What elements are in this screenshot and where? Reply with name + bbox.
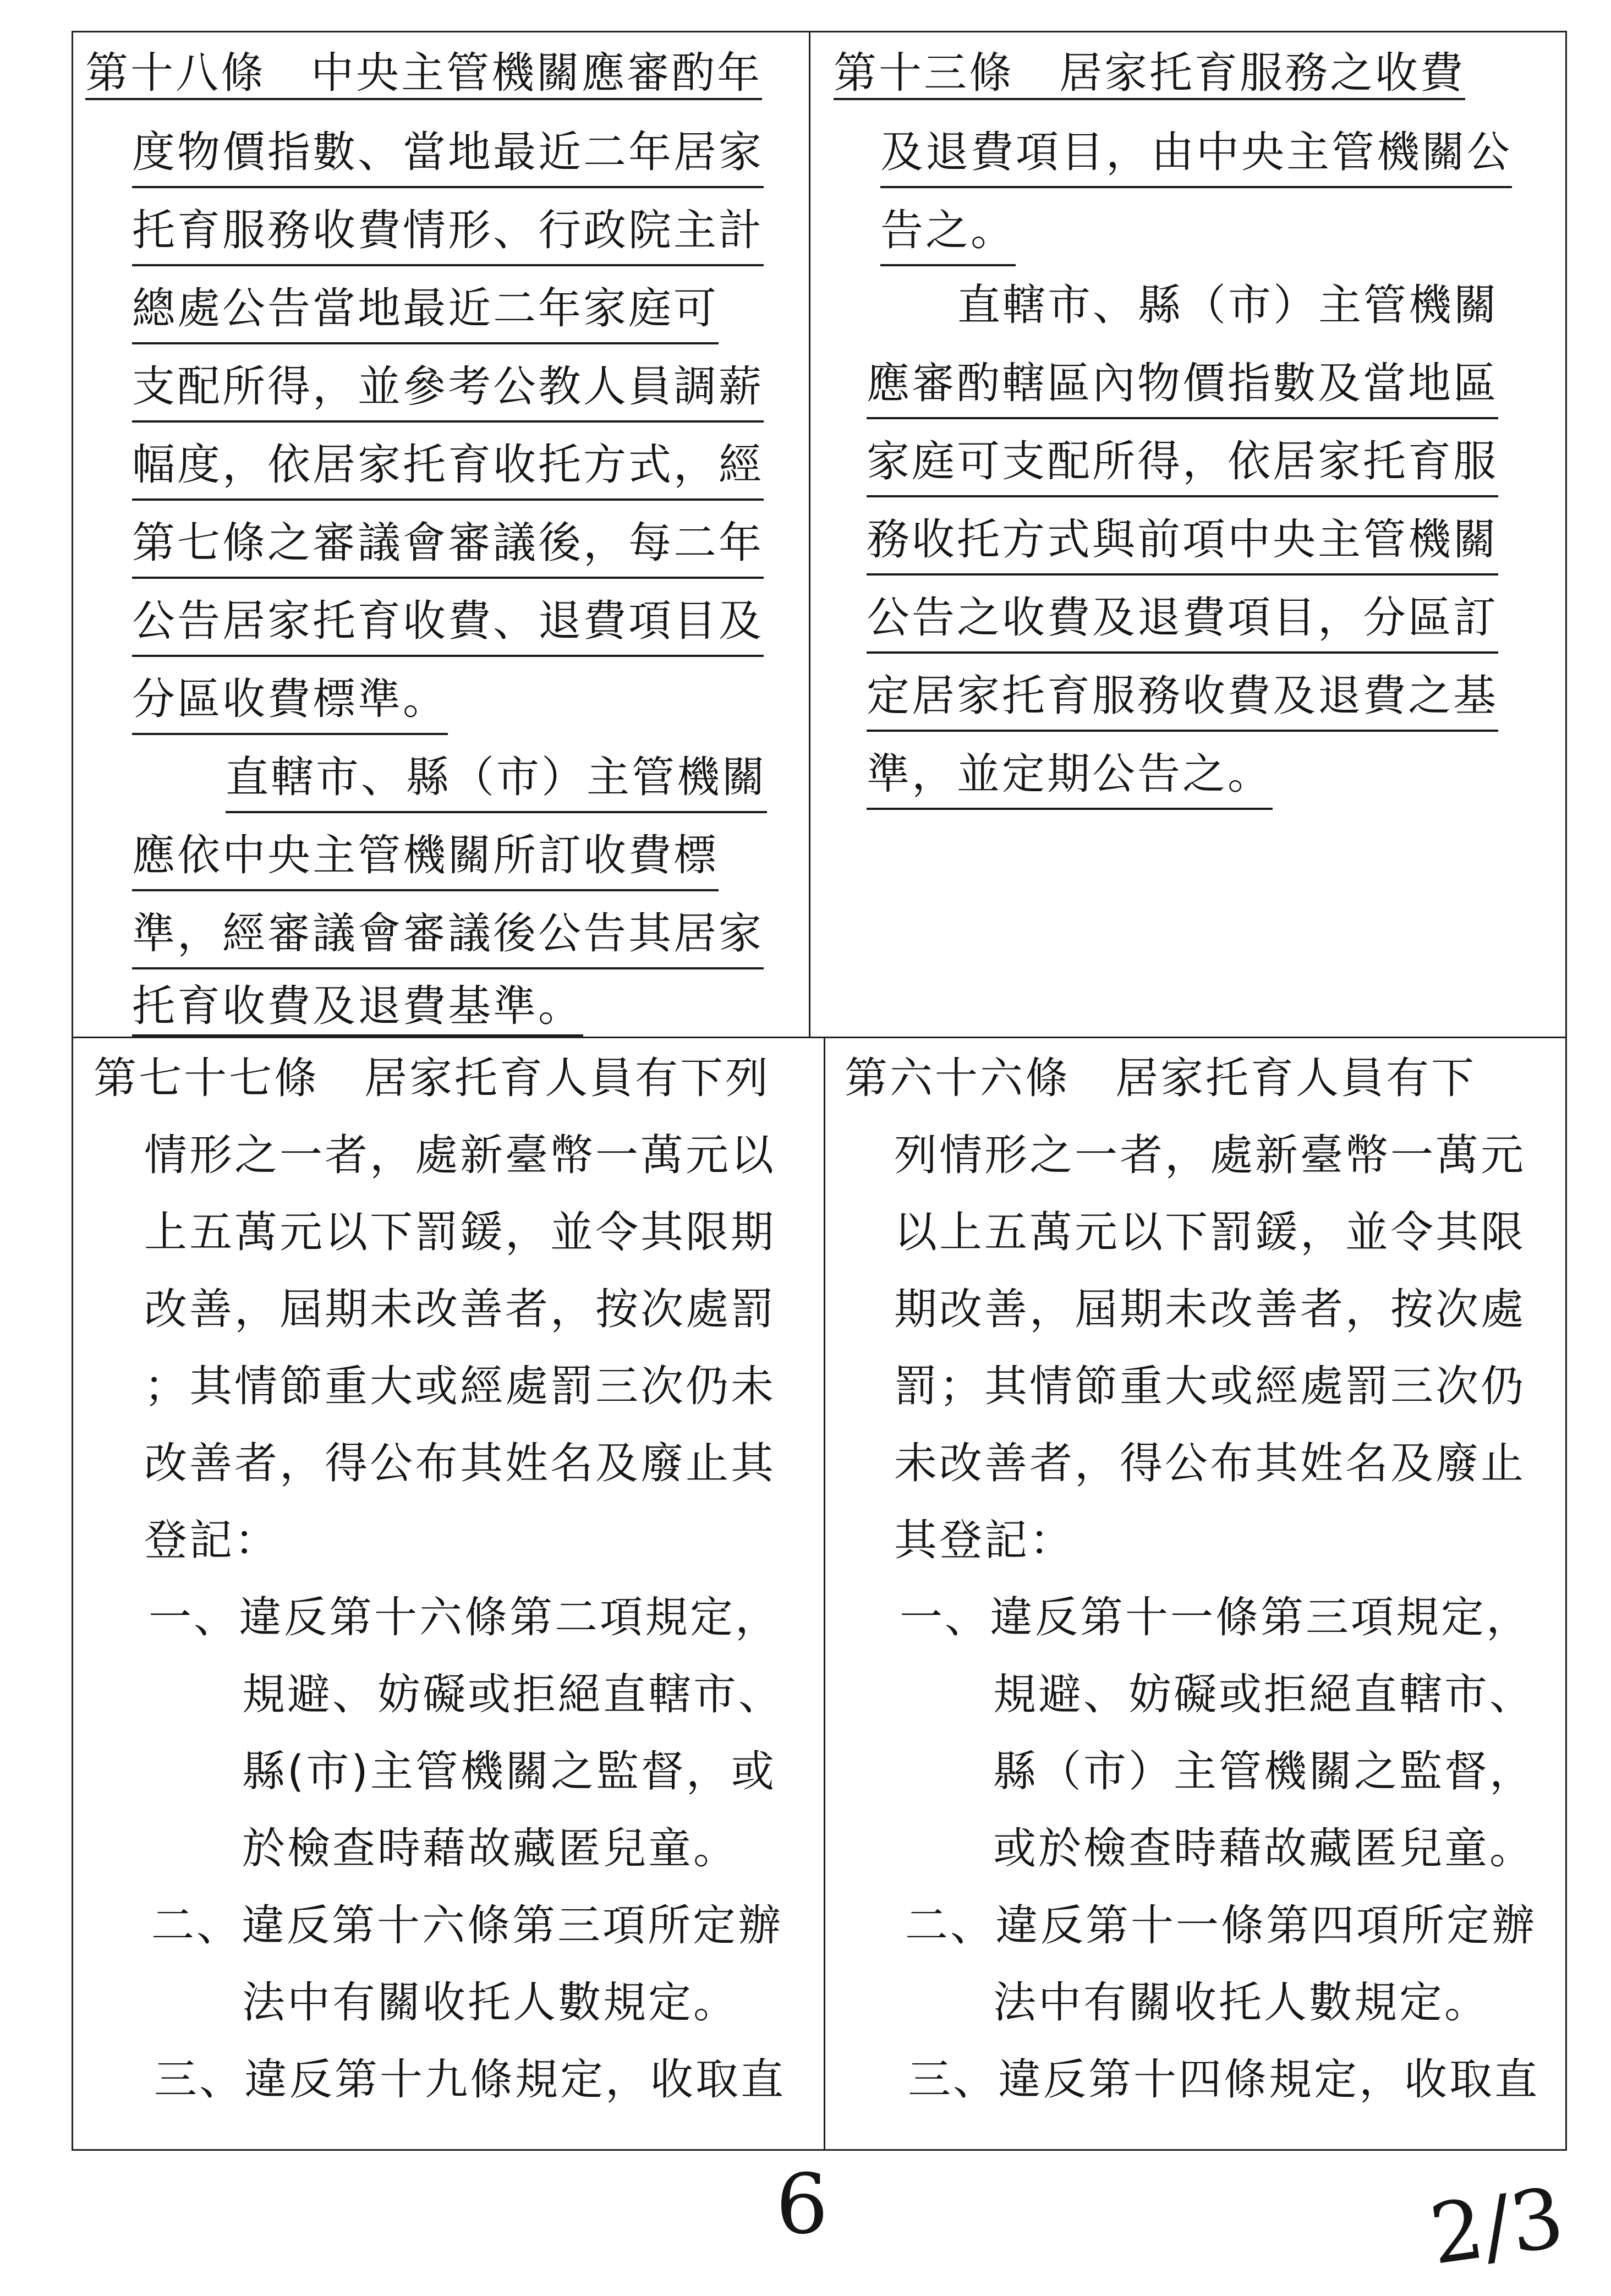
text-line: 一、違反第十六條第二項規定， xyxy=(149,1593,781,1642)
text-line: 三、違反第十九條規定，收取直 xyxy=(154,2055,786,2105)
table-top-border xyxy=(72,31,1567,32)
text-line: 公告居家托育收費、退費項目及 xyxy=(132,591,764,657)
text-line: 托育服務收費情形、行政院主計 xyxy=(132,200,764,266)
text-line: 第七條之審議會審議後，每二年 xyxy=(132,513,764,579)
table-middle-border xyxy=(72,1037,1567,1038)
handwritten-mark: 2/3 xyxy=(1424,2170,1570,2283)
text-line: ；其情節重大或經處罰三次仍未 xyxy=(144,1362,776,1411)
text-line: 總處公告當地最近二年家庭可 xyxy=(132,278,719,344)
page-number: 6 xyxy=(776,2157,829,2253)
text-line: 法中有關收托人數規定。 xyxy=(993,1978,1490,2028)
table-bottom-border xyxy=(72,2149,1567,2151)
text-line: 罰；其情節重大或經處罰三次仍 xyxy=(894,1362,1526,1411)
text-line: 期改善，屆期未改善者，按次處 xyxy=(894,1285,1526,1334)
text-line: 公告之收費及退費項目，分區訂 xyxy=(867,588,1498,654)
text-line: 托育收費及退費基準。 xyxy=(132,982,583,1037)
text-line: 以上五萬元以下罰鍰，並令其限 xyxy=(894,1208,1526,1257)
text-line: 上五萬元以下罰鍰，並令其限期 xyxy=(144,1208,776,1257)
table-right-border xyxy=(1565,31,1567,2151)
text-line: 三、違反第十四條規定，收取直 xyxy=(908,2055,1540,2105)
text-line: 第十三條 居家托育服務之收費 xyxy=(834,43,1465,103)
text-line: 直轄市、縣（市）主管機關 xyxy=(957,281,1499,330)
text-line: 第十八條 中央主管機關應審酌年 xyxy=(85,43,762,103)
text-line: 及退費項目，由中央主管機關公 xyxy=(880,122,1512,188)
text-line: 應審酌轄區內物價指數及當地區 xyxy=(867,353,1498,419)
text-line: 改善者，得公布其姓名及廢止其 xyxy=(144,1439,776,1488)
text-line: 列情形之一者，處新臺幣一萬元 xyxy=(894,1131,1526,1180)
text-line: 其登記： xyxy=(894,1516,1075,1565)
text-line: 或於檢查時藉故藏匿兒童。 xyxy=(993,1824,1535,1873)
text-line: 未改善者，得公布其姓名及廢止 xyxy=(894,1439,1526,1488)
text-line: 二、違反第十一條第四項所定辦 xyxy=(905,1901,1537,1950)
text-line: 登記： xyxy=(144,1516,280,1565)
text-line: 幅度，依居家托育收托方式，經 xyxy=(132,435,764,501)
text-line: 縣（市）主管機關之監督， xyxy=(993,1747,1535,1796)
text-line: 第六十六條 居家托育人員有下 xyxy=(845,1054,1477,1103)
text-line: 支配所得，並參考公教人員調薪 xyxy=(132,357,764,423)
text-line: 二、違反第十六條第三項所定辦 xyxy=(151,1901,783,1950)
text-line: 縣(市)主管機關之監督，或 xyxy=(242,1747,776,1796)
text-line: 度物價指數、當地最近二年居家 xyxy=(132,122,764,188)
text-line: 第七十七條 居家托育人員有下列 xyxy=(94,1054,771,1103)
text-line: 務收托方式與前項中央主管機關 xyxy=(867,509,1498,576)
text-line: 應依中央主管機關所訂收費標 xyxy=(132,825,719,891)
text-line: 家庭可支配所得，依居家托育服 xyxy=(867,431,1498,497)
column-divider-top xyxy=(809,31,810,1038)
text-line: 規避、妨礙或拒絕直轄市、 xyxy=(242,1670,784,1719)
text-line: 於檢查時藉故藏匿兒童。 xyxy=(242,1824,739,1873)
text-line: 準，並定期公告之。 xyxy=(867,744,1273,810)
text-line: 直轄市、縣（市）主管機關 xyxy=(226,747,767,813)
text-line: 情形之一者，處新臺幣一萬元以 xyxy=(144,1131,776,1180)
text-line: 一、違反第十一條第三項規定， xyxy=(900,1593,1532,1642)
text-line: 分區收費標準。 xyxy=(132,669,448,735)
text-line: 改善，屆期未改善者，按次處罰 xyxy=(144,1285,776,1334)
text-line: 定居家托育服務收費及退費之基 xyxy=(867,666,1498,732)
column-divider-bottom xyxy=(824,1037,825,2151)
text-line: 法中有關收托人數規定。 xyxy=(242,1978,739,2028)
text-line: 規避、妨礙或拒絕直轄市、 xyxy=(993,1670,1535,1719)
table-left-border xyxy=(72,31,73,2151)
text-line: 準，經審議會審議後公告其居家 xyxy=(132,903,764,969)
text-line: 告之。 xyxy=(880,200,1016,266)
